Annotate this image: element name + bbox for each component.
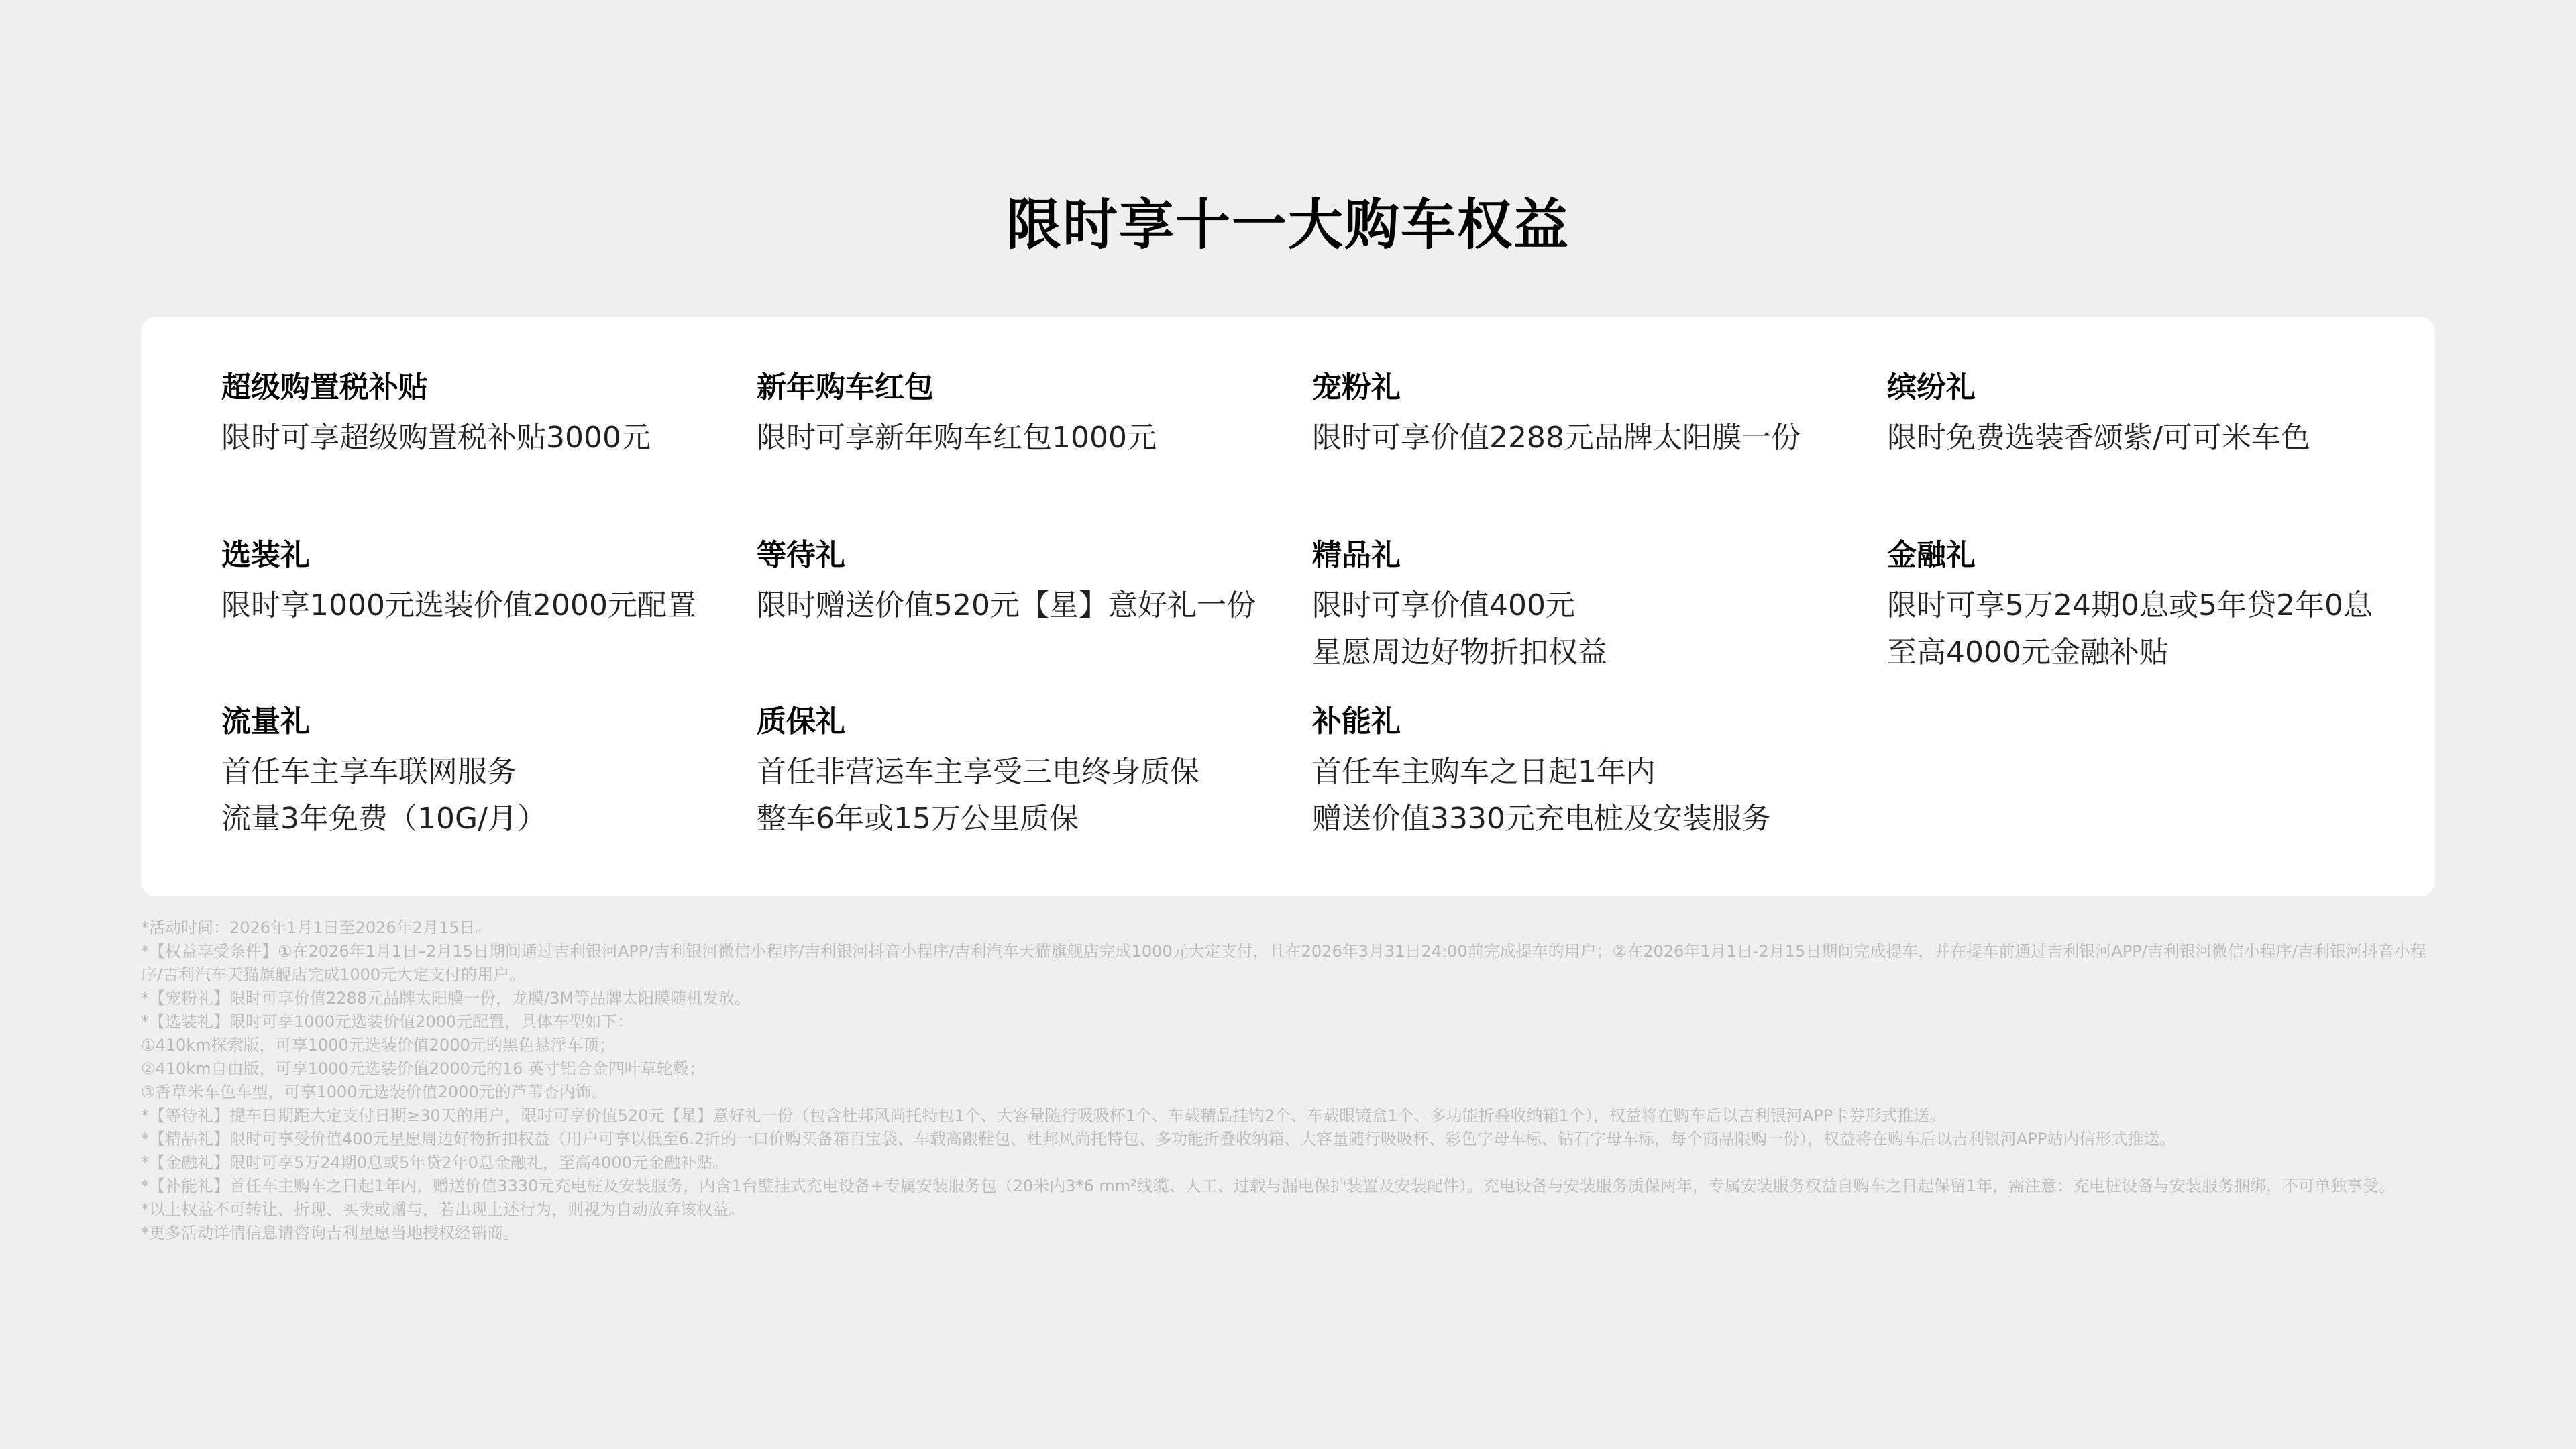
benefit-description-line-1: 首任非营运车主享受三电终身质保 xyxy=(757,755,1199,789)
benefit-color-gift xyxy=(1887,368,2310,462)
benefit-charging-gift xyxy=(1312,702,1771,843)
footnote: ②410km自由版，可享1000元选装价值2000元的16 英寸铝合金四叶草轮毂； xyxy=(141,1059,705,1078)
footnote: *【金融礼】限时可享5万24期0息或5年贷2年0息金融礼，至高4000元金融补贴。 xyxy=(141,1153,729,1172)
benefit-title: 等待礼 xyxy=(757,538,845,572)
footnote: *【等待礼】提车日期距大定支付日期≥30天的用户，限时可享价值520元【星】意好礼一份（包含杜邦风尚托特包1个、大容量随行吸吸杯1个、车载精品挂钩2个、车载眼镜盒1个、多功能折叠收纳箱1个），权益将在购车后以吉利银河APP卡券形式推送。 xyxy=(141,1106,1946,1125)
benefit-data-gift xyxy=(221,702,547,843)
benefit-title: 缤纷礼 xyxy=(1887,370,1976,405)
footnotes xyxy=(141,916,2442,1245)
benefit-description: 限时可享新年购车红包1000元 xyxy=(757,421,1157,455)
benefit-description-line-1: 首任车主享车联网服务 xyxy=(221,755,517,789)
benefit-title: 超级购置税补贴 xyxy=(221,370,428,405)
benefit-title: 宠粉礼 xyxy=(1312,370,1401,405)
benefits-card xyxy=(141,317,2435,896)
benefit-finance-gift xyxy=(1887,535,2373,676)
benefit-description: 限时赠送价值520元【星】意好礼一份 xyxy=(757,588,1256,623)
footnote: *以上权益不可转让、折现、买卖或赠与，若出现上述行为，则视为自动放弃该权益。 xyxy=(141,1200,745,1219)
benefit-description: 限时享1000元选装价值2000元配置 xyxy=(221,588,696,623)
benefit-option-gift xyxy=(221,535,696,629)
benefit-title: 补能礼 xyxy=(1312,704,1401,739)
footnote: ③香草米车色车型，可享1000元选装价值2000元的芦苇杏内饰。 xyxy=(141,1083,608,1102)
benefit-description-line-1: 限时可享价值400元 xyxy=(1312,588,1575,623)
benefit-description-line-2: 星愿周边好物折扣权益 xyxy=(1312,635,1607,669)
benefit-description-line-1: 首任车主购车之日起1年内 xyxy=(1312,755,1656,789)
benefit-description-line-2: 流量3年免费（10G/月） xyxy=(221,802,547,836)
benefit-purchase-tax-subsidy xyxy=(221,368,651,462)
page-title: 限时享十一大购车权益 xyxy=(1006,193,1570,257)
footnote: *【补能礼】首任车主购车之日起1年内，赠送价值3330元充电桩及安装服务，内含1台壁挂式充电设备+专属安装服务包（20米内3*6 mm²线缆、人工、过载与漏电保护装置及安装配件）。充电设备与安装服务质保两年，专属安装服务权益自购车之日起保留1年，需注意：充电桩设备与安装服务捆绑，不可单独享受。 xyxy=(141,1177,2396,1195)
benefit-warranty-gift xyxy=(757,702,1199,843)
footnote: *活动时间：2026年1月1日至2026年2月15日。 xyxy=(141,918,492,937)
benefit-boutique-gift xyxy=(1312,535,1607,676)
footnote: *更多活动详情信息请咨询吉利星愿当地授权经销商。 xyxy=(141,1224,519,1242)
footnote: *【精品礼】限时可享受价值400元星愿周边好物折扣权益（用户可享以低至6.2折的一口价购买备箱百宝袋、车载高跟鞋包、杜邦风尚托特包、多功能折叠收纳箱、大容量随行吸吸杯、彩色字母车标、钻石字母车标，每个商品限购一份），权益将在购车后以吉利银河APP站内信形式推送。 xyxy=(141,1130,2176,1148)
footnote: *【权益享受条件】①在2026年1月1日–2月15日期间通过吉利银河APP/吉利银河微信小程序/吉利银河抖音小程序/吉利汽车天猫旗舰店完成1000元大定支付，且在2026年3月31日24:00前完成提车的用户；②在2026年1月1日-2月15日期间完成提车，并在提车前通过吉利银河APP/吉利银河微信小程序/吉利银河抖音小程序/吉利汽车天猫旗舰店完成1000元大定支付的用户。 xyxy=(141,942,2426,984)
benefit-title: 精品礼 xyxy=(1312,538,1401,572)
footnote: *【宠粉礼】限时可享价值2288元品牌太阳膜一份，龙膜/3M等品牌太阳膜随机发放。 xyxy=(141,989,751,1008)
benefit-waiting-gift xyxy=(757,535,1256,629)
benefit-new-year-red-packet xyxy=(757,368,1157,462)
footnote: *【选装礼】限时可享1000元选装价值2000元配置，具体车型如下： xyxy=(141,1012,634,1031)
benefit-description: 限时可享价值2288元品牌太阳膜一份 xyxy=(1312,421,1801,455)
benefit-description-line-2: 整车6年或15万公里质保 xyxy=(757,802,1079,836)
benefit-title: 流量礼 xyxy=(221,704,310,739)
benefit-title: 质保礼 xyxy=(757,704,845,739)
benefit-description: 限时可享超级购置税补贴3000元 xyxy=(221,421,651,455)
benefit-title: 新年购车红包 xyxy=(757,370,934,405)
benefit-description-line-1: 限时可享5万24期0息或5年贷2年0息 xyxy=(1887,588,2373,623)
benefit-description-line-2: 至高4000元金融补贴 xyxy=(1887,635,2169,669)
benefit-description: 限时免费选装香颂紫/可可米车色 xyxy=(1887,421,2310,455)
benefit-title: 金融礼 xyxy=(1887,538,1976,572)
footnote: ①410km探索版，可享1000元选装价值2000元的黑色悬浮车顶； xyxy=(141,1036,615,1055)
benefit-title: 选装礼 xyxy=(221,538,310,572)
benefit-fan-gift xyxy=(1312,368,1801,462)
benefit-description-line-2: 赠送价值3330元充电桩及安装服务 xyxy=(1312,802,1771,836)
